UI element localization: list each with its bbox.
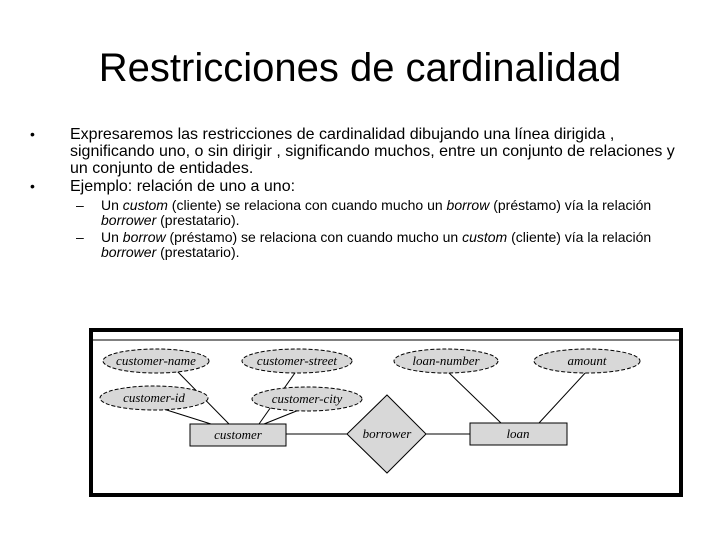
bullet-text: Expresaremos las restricciones de cardinalidad dibujando una línea dirigida , significando uno, o sin dirigir , significando muchos, entre un conjunto de relaciones y un conjunto de entidades.: [70, 126, 675, 177]
attribute-loan-number-label: loan-number: [412, 353, 480, 368]
sub-text-italic: custom: [462, 229, 508, 245]
sub-text-italic: borrow: [446, 197, 490, 213]
sub-text-part: (cliente) se relaciona con cuando mucho un: [167, 197, 447, 213]
entity-customer-label: customer: [214, 427, 262, 442]
sub-bullet-list: [24, 198, 684, 260]
sub-text-italic: borrow: [122, 229, 166, 245]
dash-icon: –: [76, 197, 84, 213]
bullet-item: [24, 178, 684, 195]
sub-text-part: (préstamo) vía la relación: [489, 197, 652, 213]
bullet-list: [24, 126, 684, 262]
sub-text-part: Un: [101, 229, 123, 245]
sub-text-part: (prestatario).: [156, 244, 240, 260]
sub-text-part: (prestatario).: [156, 212, 240, 228]
attribute-customer-name-label: customer-name: [116, 353, 196, 368]
er-diagram-svg: [89, 328, 683, 497]
sub-text-italic: borrower: [101, 212, 157, 228]
bullet-dot-icon: •: [30, 178, 35, 194]
er-diagram: [89, 328, 683, 497]
sub-bullet-item: [76, 198, 684, 228]
slide-title: Restricciones de cardinalidad: [98, 46, 622, 90]
attribute-amount-label: amount: [567, 353, 607, 368]
bullet-item: [24, 126, 684, 177]
sub-text-part: Un: [101, 197, 123, 213]
sub-bullet-item: [76, 230, 684, 260]
bullet-dot-icon: •: [30, 126, 35, 142]
dash-icon: –: [76, 229, 84, 245]
attribute-customer-street-label: customer-street: [256, 353, 338, 368]
relationship-borrower-label: borrower: [362, 426, 412, 441]
sub-text-part: (cliente) vía la relación: [507, 229, 652, 245]
attribute-customer-id-label: customer-id: [123, 390, 185, 405]
sub-text-italic: custom: [122, 197, 168, 213]
attribute-customer-city-label: customer-city: [271, 391, 343, 406]
entity-loan-label: loan: [506, 426, 530, 441]
bullet-text: Ejemplo: relación de uno a uno:: [70, 178, 296, 195]
sub-text-part: (préstamo) se relaciona con cuando mucho un: [165, 229, 463, 245]
sub-text-italic: borrower: [101, 244, 157, 260]
